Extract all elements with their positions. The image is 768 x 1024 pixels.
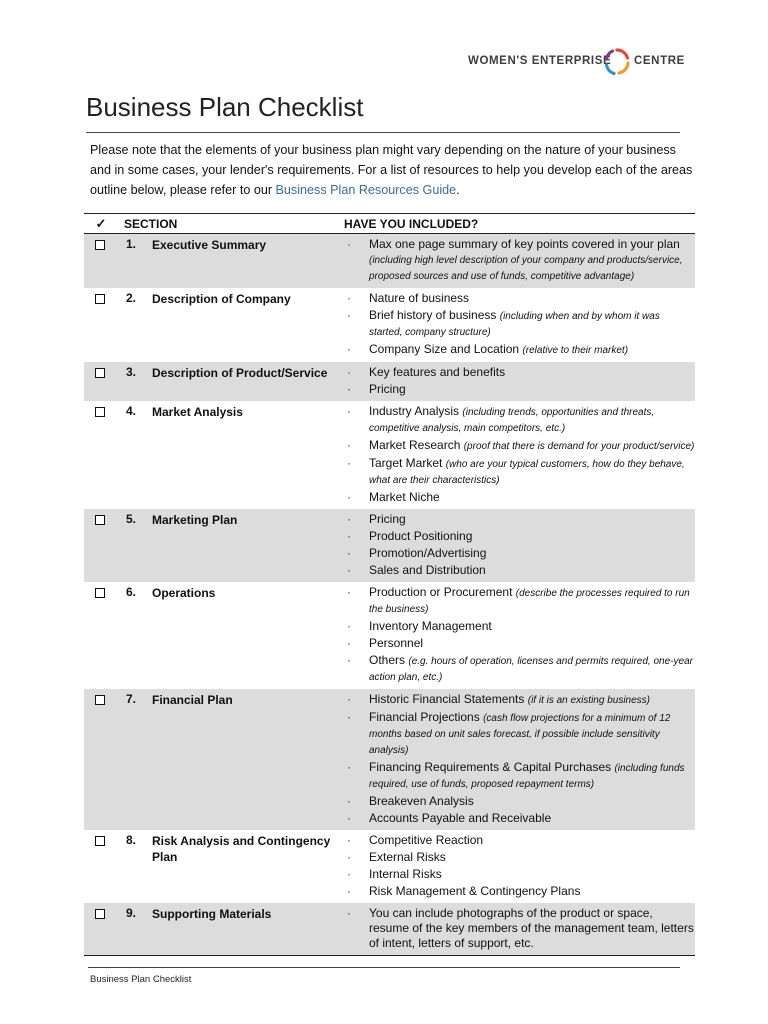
section-number: 5.: [126, 512, 137, 526]
item-text: Historic Financial Statements: [369, 692, 525, 706]
item-text: Nature of business: [369, 291, 470, 305]
item-note: (cash flow projections for a minimum of 12 months based on unit sales forecast, if possible include sensitivity analysis): [369, 713, 671, 756]
included-item: [369, 884, 695, 899]
checkbox[interactable]: [95, 515, 105, 525]
included-item: [369, 512, 695, 527]
included-item: [369, 833, 695, 848]
header-check: ✓: [84, 214, 118, 234]
included-item: [369, 585, 695, 617]
item-text: You can include photographs of the product or space, resume of the key members of the management team, letters of intent, letters of support, etc.: [369, 906, 694, 950]
logo-ring-icon: [604, 47, 630, 77]
item-text: Key features and benefits: [369, 365, 506, 379]
section-name: Marketing Plan: [152, 513, 238, 527]
section-number: 2.: [126, 291, 137, 305]
included-items-list: [369, 906, 695, 951]
title-divider: [86, 132, 680, 133]
included-items-list: [369, 512, 695, 578]
item-text: Pricing: [369, 512, 406, 526]
included-items-list: [369, 692, 695, 826]
included-item: [369, 563, 695, 578]
checkbox[interactable]: [95, 368, 105, 378]
checkbox[interactable]: [95, 588, 105, 598]
item-note: (including when and by whom it was started, company structure): [369, 311, 660, 338]
section-number: 6.: [126, 585, 137, 599]
item-text: Inventory Management: [369, 619, 492, 633]
included-item: [369, 237, 695, 284]
logo-text-centre: CENTRE: [634, 55, 685, 67]
item-text: Breakeven Analysis: [369, 794, 474, 808]
included-item: [369, 546, 695, 561]
item-note: (including trends, opportunities and threats, competitive analysis, main competitors, etc.): [369, 407, 655, 434]
checklist-row: [84, 509, 695, 582]
item-text: Market Research: [369, 438, 461, 452]
item-text: Others: [369, 653, 406, 667]
checklist-row: [84, 401, 695, 509]
included-items-list: [369, 237, 695, 284]
included-item: [369, 760, 695, 792]
section-number: 1.: [126, 237, 137, 251]
item-text: Company Size and Location: [369, 342, 520, 356]
item-text: Financial Projections: [369, 710, 480, 724]
section-name: Description of Company: [152, 292, 291, 306]
page-title: Business Plan Checklist: [86, 92, 364, 122]
included-item: [369, 692, 695, 708]
included-item: [369, 291, 695, 306]
checklist-table: [84, 213, 695, 956]
item-text: Max one page summary of key points covered in your plan: [369, 237, 680, 251]
included-item: [369, 710, 695, 758]
included-items-list: [369, 365, 695, 397]
included-item: [369, 867, 695, 882]
item-text: Product Positioning: [369, 529, 473, 543]
checklist-body: [84, 234, 695, 956]
item-text: Target Market: [369, 456, 443, 470]
checklist-row: [84, 234, 695, 289]
included-items-list: [369, 585, 695, 685]
checklist-row: [84, 582, 695, 689]
included-item: [369, 794, 695, 809]
checkbox[interactable]: [95, 294, 105, 304]
resources-guide-link[interactable]: Business Plan Resources Guide: [275, 183, 457, 197]
included-items-list: [369, 291, 695, 358]
item-note: (describe the processes required to run the business): [369, 588, 690, 615]
checklist-row: [84, 362, 695, 401]
intro-text: Please note that the elements of your business plan might vary depending on the nature of your business and in some cases, your lender's requirements. For a list of resources to help you develop each of the areas outline below, please refer to our: [90, 143, 693, 197]
item-text: External Risks: [369, 850, 446, 864]
item-note: (proof that there is demand for your product/service): [463, 441, 695, 452]
item-text: Promotion/Advertising: [369, 546, 487, 560]
included-item: [369, 438, 695, 454]
intro-paragraph: [90, 140, 700, 200]
included-items-list: [369, 833, 695, 899]
section-name: Supporting Materials: [152, 907, 272, 921]
checkbox[interactable]: [95, 407, 105, 417]
included-item: [369, 653, 695, 685]
item-note: (including high level description of your company and products/service, proposed sources and use of funds, competitive advantage): [369, 255, 683, 282]
checklist-row: [84, 830, 695, 903]
included-item: [369, 342, 695, 358]
item-text: Market Niche: [369, 490, 440, 504]
included-item: [369, 850, 695, 865]
item-note: (if it is an existing business): [527, 695, 651, 706]
header-included: HAVE YOU INCLUDED?: [344, 214, 695, 234]
checklist-row: [84, 903, 695, 956]
item-text: Competitive Reaction: [369, 833, 484, 847]
section-number: 7.: [126, 692, 137, 706]
included-item: [369, 490, 695, 505]
item-text: Accounts Payable and Receivable: [369, 811, 552, 825]
included-item: [369, 636, 695, 651]
included-item: [369, 529, 695, 544]
section-name: Executive Summary: [152, 238, 267, 252]
logo-text-womens-enterprise: WOMEN'S ENTERPRISE: [468, 55, 612, 67]
item-text: Production or Procurement: [369, 585, 513, 599]
included-item: [369, 811, 695, 826]
section-name: Risk Analysis and Contingency Plan: [152, 834, 331, 864]
section-number: 3.: [126, 365, 137, 379]
checklist-row: [84, 689, 695, 830]
checklist-row: [84, 288, 695, 362]
item-note: (e.g. hours of operation, licenses and permits required, one-year action plan, etc.): [369, 656, 693, 683]
checklist-header-row: [84, 214, 695, 234]
section-name: Description of Product/Service: [152, 366, 328, 380]
page-footer: Business Plan Checklist: [90, 974, 192, 985]
included-item: [369, 619, 695, 634]
section-number: 4.: [126, 404, 137, 418]
item-text: Risk Management & Contingency Plans: [369, 884, 581, 898]
item-note: (relative to their market): [522, 345, 629, 356]
section-number: 9.: [126, 906, 137, 920]
item-text: Internal Risks: [369, 867, 442, 881]
item-note: (who are your typical customers, how do they behave, what are their characteristics): [369, 459, 685, 486]
included-item: [369, 382, 695, 397]
checkbox[interactable]: [95, 909, 105, 919]
item-text: Financing Requirements & Capital Purchases: [369, 760, 612, 774]
item-text: Pricing: [369, 382, 406, 396]
item-note: (including funds required, use of funds, proposed repayment terms): [369, 763, 685, 790]
section-name: Market Analysis: [152, 405, 243, 419]
checkbox[interactable]: [95, 836, 105, 846]
included-item: [369, 906, 695, 951]
section-number: 8.: [126, 833, 137, 847]
header-section: SECTION: [118, 214, 344, 234]
brand-logo: [466, 48, 706, 78]
included-items-list: [369, 404, 695, 505]
checkbox[interactable]: [95, 240, 105, 250]
item-text: Brief history of business: [369, 308, 497, 322]
item-text: Personnel: [369, 636, 424, 650]
footer-divider: [88, 967, 680, 968]
item-text: Industry Analysis: [369, 404, 460, 418]
checkbox[interactable]: [95, 695, 105, 705]
included-item: [369, 308, 695, 340]
included-item: [369, 404, 695, 436]
section-name: Operations: [152, 586, 216, 600]
item-text: Sales and Distribution: [369, 563, 486, 577]
section-name: Financial Plan: [152, 693, 233, 707]
included-item: [369, 456, 695, 488]
intro-end: .: [456, 183, 460, 197]
included-item: [369, 365, 695, 380]
